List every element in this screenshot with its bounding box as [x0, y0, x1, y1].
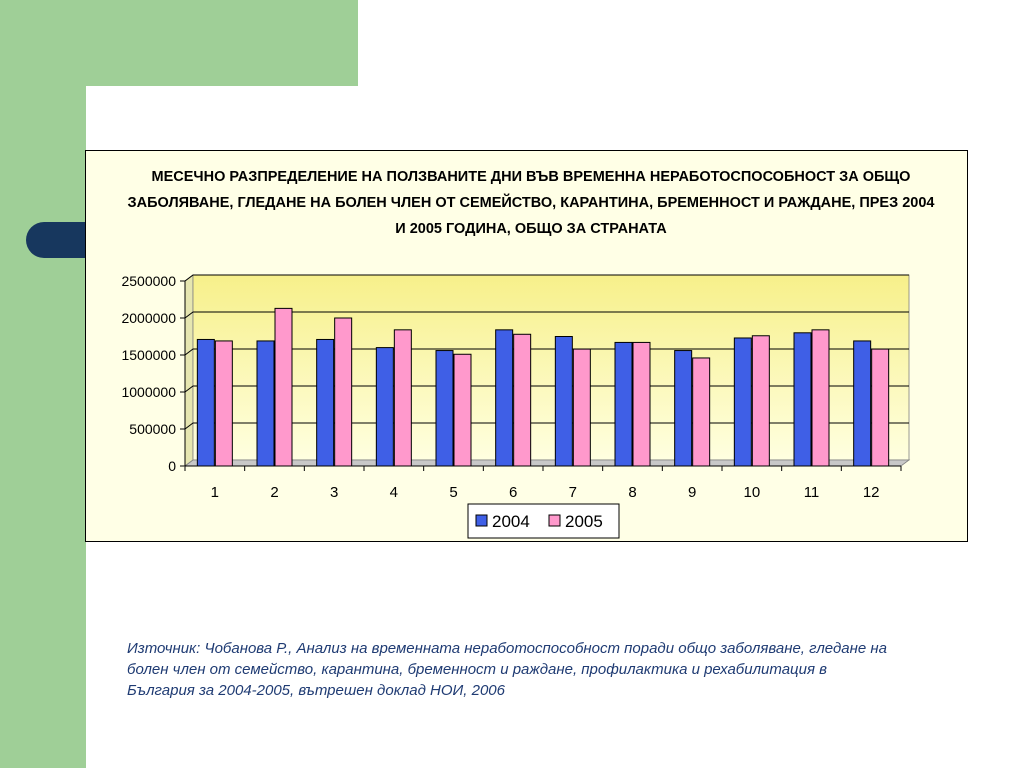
x-tick-label: 8 — [628, 484, 637, 501]
bar-2005-8 — [633, 342, 650, 466]
bar-2005-6 — [514, 334, 531, 466]
legend-label-2005: 2005 — [565, 512, 603, 531]
bar-2004-2 — [257, 341, 274, 466]
bar-2005-3 — [335, 318, 352, 466]
legend-swatch-2005 — [549, 515, 560, 526]
legend-label-2004: 2004 — [492, 512, 530, 531]
x-tick-label: 7 — [568, 484, 578, 501]
bar-2004-5 — [436, 351, 453, 466]
y-tick-label: 1000000 — [121, 384, 176, 400]
bar-2004-6 — [496, 330, 513, 466]
left-green-band — [0, 0, 86, 768]
plot-side-wall — [185, 275, 193, 466]
bar-chart — [86, 151, 969, 543]
bar-2005-4 — [394, 330, 411, 466]
top-green-band — [0, 0, 358, 86]
bar-2005-10 — [752, 336, 769, 466]
x-tick-label: 6 — [508, 484, 518, 501]
x-tick-label: 5 — [449, 484, 458, 501]
bar-2005-1 — [215, 341, 232, 466]
bar-2004-7 — [555, 337, 572, 467]
y-tick-label: 1500000 — [121, 347, 176, 363]
bar-2005-12 — [872, 349, 889, 466]
chart-title: МЕСЕЧНО РАЗПРЕДЕЛЕНИЕ НА ПОЛЗВАНИТЕ ДНИ ВЪВ ВРЕМЕННА НЕРАБОТОСПОСОБНОСТ ЗА ОБЩО ЗАБОЛЯВАНЕ, ГЛЕДАНЕ НА БОЛЕН ЧЛЕН ОТ СЕМЕЙСТВО, КАРАНТИНА, БРЕМЕННОСТ И РАЖДАНЕ, ПРЕЗ 2004 И 2005 ГОДИНА, ОБЩО ЗА СТРАНАТА — [127, 169, 935, 237]
y-tick-label: 2000000 — [121, 310, 176, 326]
x-tick-label: 2 — [270, 484, 279, 501]
y-tick-label: 2500000 — [121, 273, 176, 289]
bar-2005-7 — [573, 349, 590, 466]
x-tick-label: 1 — [210, 484, 220, 501]
bar-2005-9 — [693, 358, 710, 466]
bar-2004-4 — [376, 348, 393, 466]
bar-2004-10 — [734, 338, 751, 466]
bar-2004-9 — [675, 351, 692, 466]
chart-container — [85, 150, 968, 542]
bar-2005-2 — [275, 308, 292, 466]
x-tick-label: 9 — [687, 484, 697, 501]
bar-2004-12 — [854, 341, 871, 466]
bar-2004-11 — [794, 333, 811, 466]
bar-2004-3 — [317, 339, 334, 466]
x-tick-label: 11 — [803, 484, 820, 501]
source-citation: Източник: Чобанова Р., Анализ на временната неработоспособност поради общо заболяване, гледане на болен член от семейство, карантина, бременност и раждане, профилактика и рехабилитация в България за 2004-2005, вътрешен доклад НОИ, 2006 — [127, 640, 887, 699]
bar-2004-8 — [615, 342, 632, 466]
x-tick-label: 4 — [389, 484, 399, 501]
x-tick-label: 10 — [743, 484, 761, 501]
bar-2004-1 — [197, 339, 214, 466]
y-tick-label: 500000 — [129, 421, 176, 437]
x-tick-label: 3 — [329, 484, 339, 501]
bar-2005-11 — [812, 330, 829, 466]
legend-swatch-2004 — [476, 515, 487, 526]
x-tick-label: 12 — [862, 484, 880, 501]
bar-2005-5 — [454, 354, 471, 466]
y-tick-label: 0 — [168, 458, 176, 474]
